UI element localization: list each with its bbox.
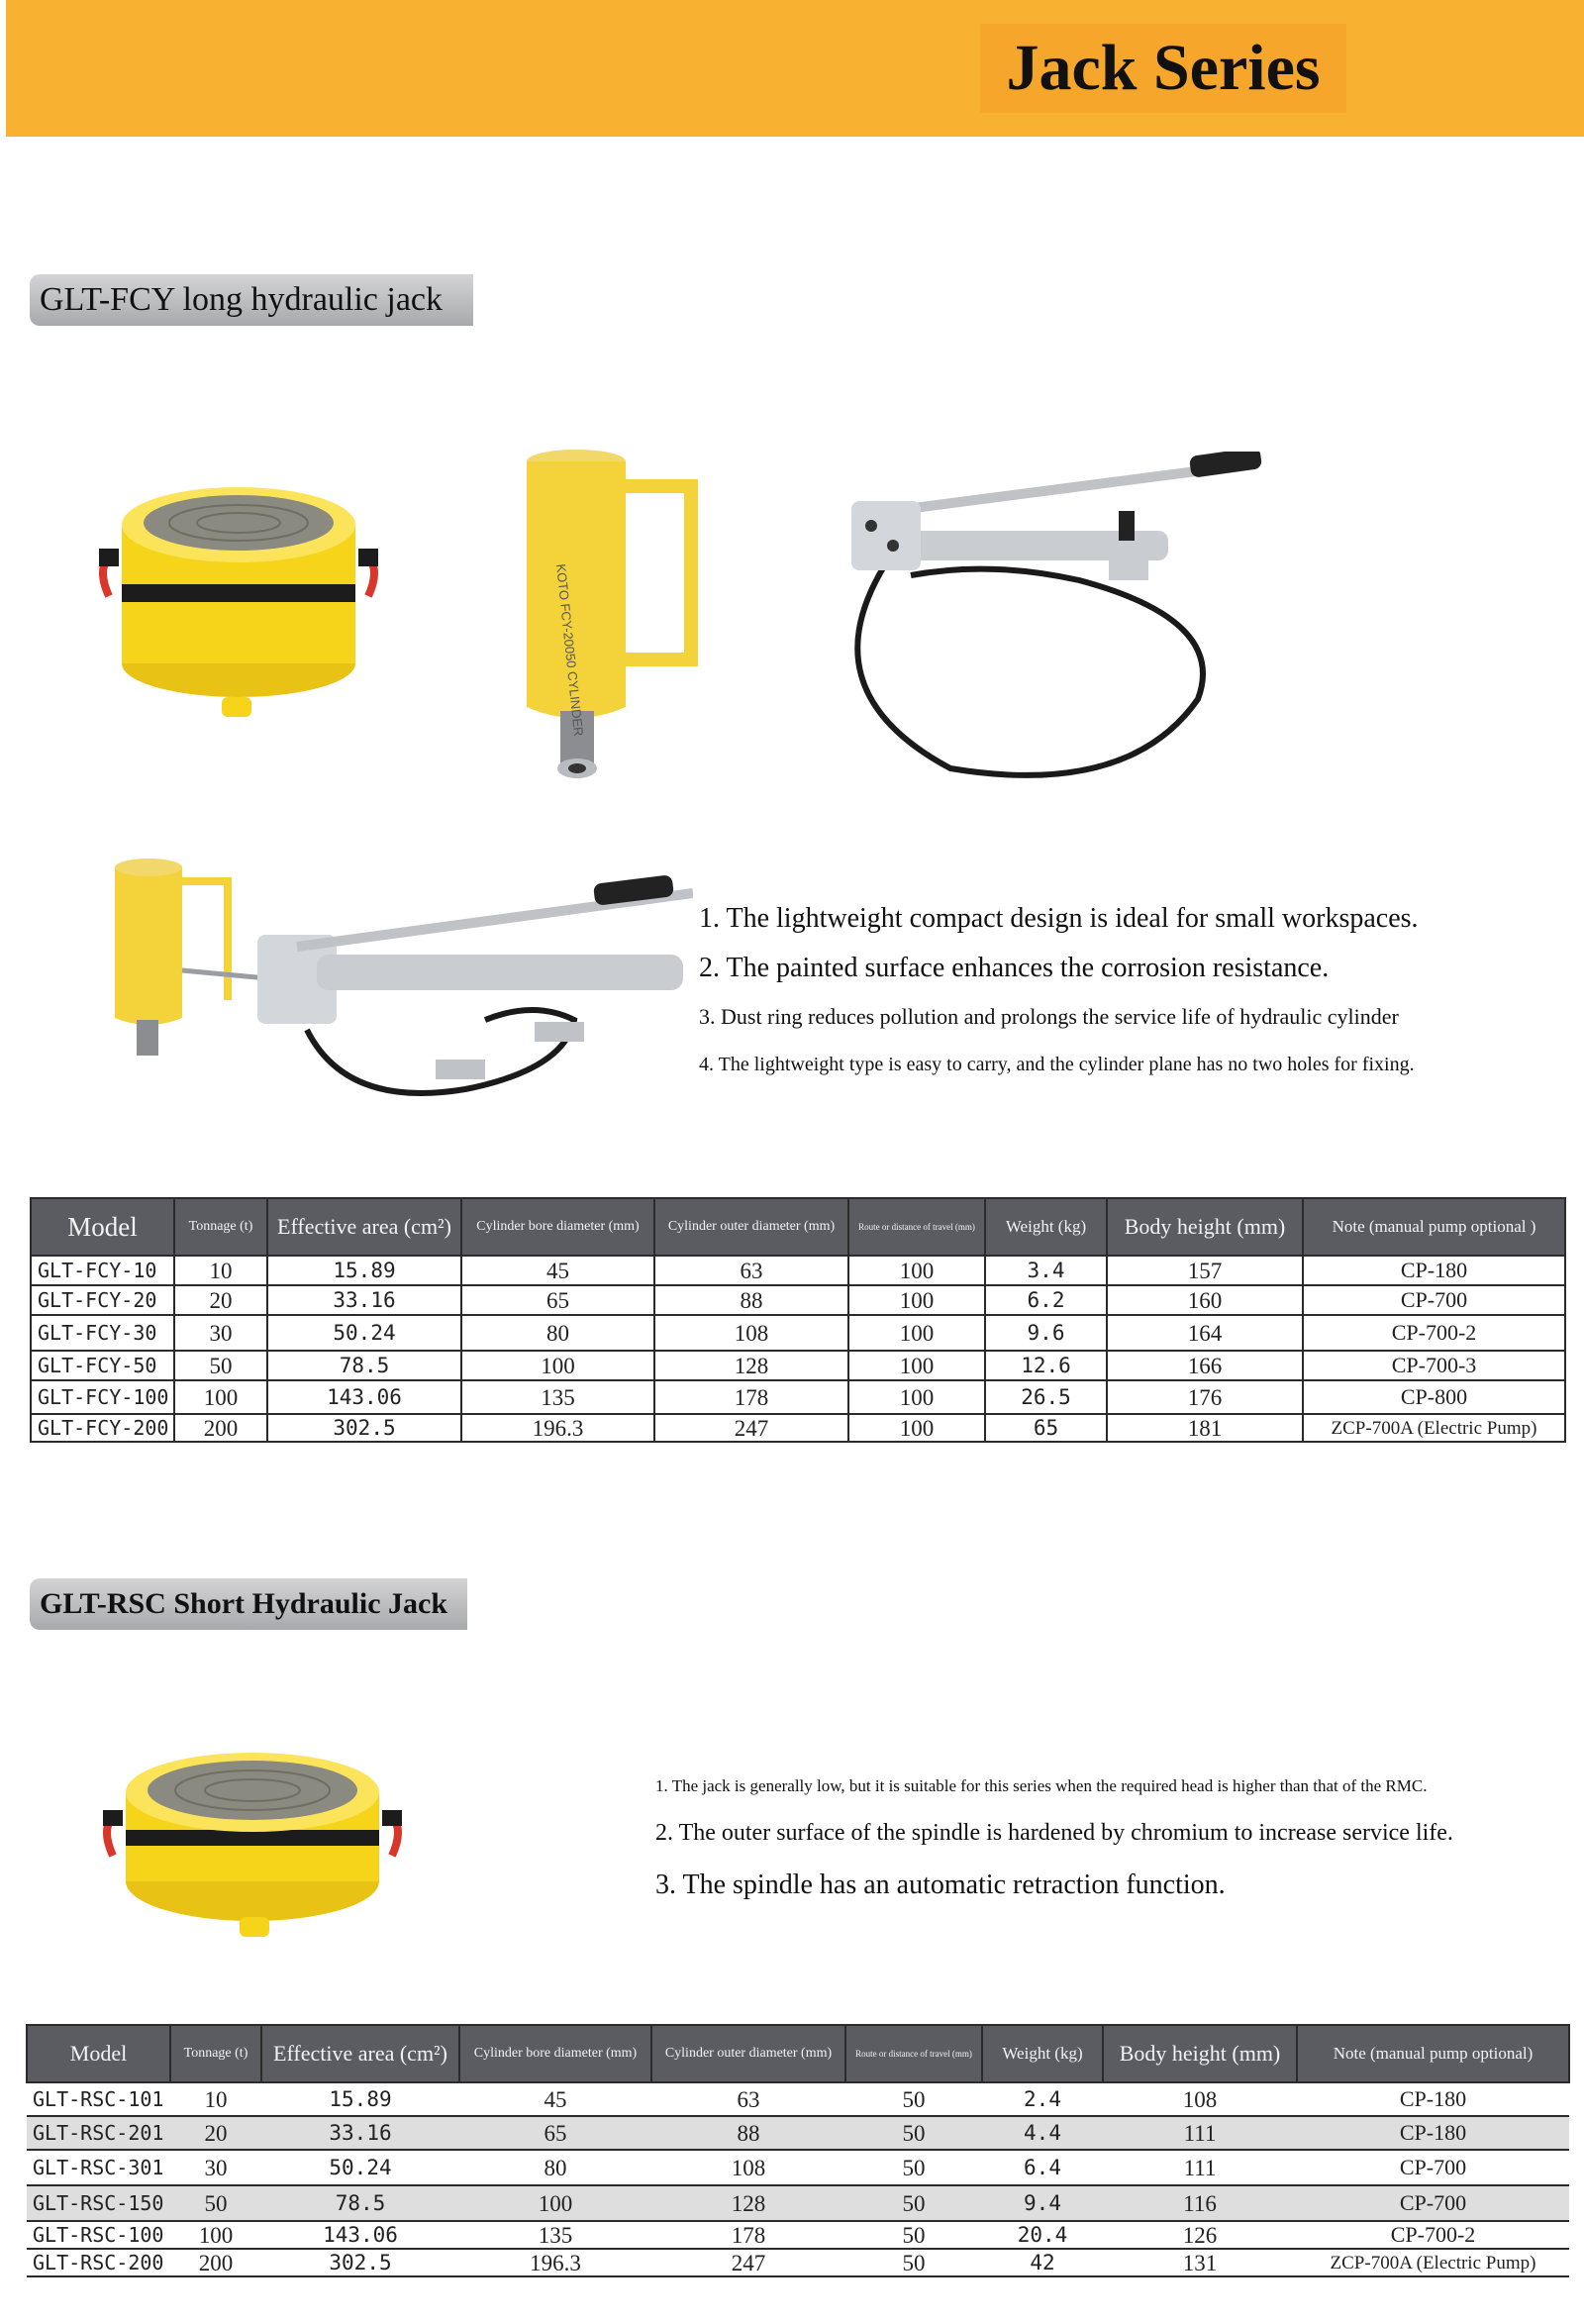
table-cell: CP-800	[1303, 1380, 1565, 1414]
col-header-tonnage: Tonnage (t)	[174, 1198, 267, 1256]
jack-pump-set-photo	[109, 852, 693, 1109]
table-cell: GLT-FCY-10	[31, 1256, 174, 1285]
table-cell: GLT-RSC-200	[27, 2249, 170, 2276]
section-tab-fcy: GLT-FCY long hydraulic jack	[30, 274, 473, 326]
table-header-row	[31, 1198, 1565, 1256]
table-row	[27, 2249, 1569, 2276]
table-cell: 65	[461, 1285, 654, 1315]
col-header-body-height: Body height (mm)	[1103, 2025, 1297, 2082]
table-cell: 10	[170, 2082, 261, 2116]
table-cell: 50	[845, 2185, 982, 2221]
table-cell: GLT-RSC-150	[27, 2185, 170, 2221]
table-cell: 63	[654, 1256, 848, 1285]
table-cell: 15.89	[261, 2082, 459, 2116]
rsc-feature-3: 3. The spindle has an automatic retraction function.	[655, 1869, 1226, 1900]
table-cell: 100	[848, 1380, 985, 1414]
table-cell: 166	[1107, 1351, 1303, 1380]
table-cell: CP-700	[1303, 1285, 1565, 1315]
table-cell: 6.2	[985, 1285, 1107, 1315]
table-cell: 111	[1103, 2150, 1297, 2185]
table-cell: 247	[651, 2249, 845, 2276]
col-header-travel: Route or distance of travel (mm)	[845, 2025, 982, 2082]
hand-pump-photo	[832, 452, 1267, 788]
table-cell: 302.5	[261, 2249, 459, 2276]
table-cell: CP-700	[1297, 2185, 1569, 2221]
table-row	[31, 1414, 1565, 1442]
fcy-features-list	[699, 903, 1419, 1093]
table-cell: 200	[174, 1414, 267, 1442]
table-cell: CP-700-2	[1297, 2221, 1569, 2249]
table-cell: GLT-RSC-201	[27, 2116, 170, 2150]
table-cell: 50	[174, 1351, 267, 1380]
table-cell: 131	[1103, 2249, 1297, 2276]
table-cell: 100	[848, 1351, 985, 1380]
table-cell: GLT-FCY-200	[31, 1414, 174, 1442]
col-header-model: Model	[31, 1198, 174, 1256]
table-cell: 143.06	[261, 2221, 459, 2249]
table-cell: 247	[654, 1414, 848, 1442]
table-cell: 9.4	[982, 2185, 1103, 2221]
table-cell: GLT-RSC-301	[27, 2150, 170, 2185]
col-header-bore-diameter: Cylinder bore diameter (mm)	[461, 1198, 654, 1256]
table-cell: GLT-RSC-101	[27, 2082, 170, 2116]
table-cell: GLT-RSC-100	[27, 2221, 170, 2249]
table-cell: 50	[845, 2116, 982, 2150]
table-cell: CP-700	[1297, 2150, 1569, 2185]
table-row	[27, 2221, 1569, 2249]
table-cell: 65	[459, 2116, 651, 2150]
table-cell: 2.4	[982, 2082, 1103, 2116]
fcy-feature-2: 2. The painted surface enhances the corrosion resistance.	[699, 953, 1330, 983]
table-cell: GLT-FCY-20	[31, 1285, 174, 1315]
table-row	[27, 2082, 1569, 2116]
rsc-feature-1: 1. The jack is generally low, but it is suitable for this series when the required head is higher than that of the RMC.	[655, 1776, 1428, 1795]
table-row	[31, 1315, 1565, 1351]
table-cell: 100	[461, 1351, 654, 1380]
table-cell: 108	[654, 1315, 848, 1351]
table-cell: 78.5	[261, 2185, 459, 2221]
table-cell: 181	[1107, 1414, 1303, 1442]
table-cell: 30	[170, 2150, 261, 2185]
table-cell: 176	[1107, 1380, 1303, 1414]
table-row	[31, 1351, 1565, 1380]
table-cell: 108	[1103, 2082, 1297, 2116]
table-cell: 26.5	[985, 1380, 1107, 1414]
table-cell: 78.5	[267, 1351, 461, 1380]
col-header-note: Note (manual pump optional)	[1297, 2025, 1569, 2082]
fcy-feature-4: 4. The lightweight type is easy to carry, and the cylinder plane has no two holes for fixing.	[699, 1054, 1415, 1075]
col-header-effective-area: Effective area (cm²)	[267, 1198, 461, 1256]
table-row	[27, 2116, 1569, 2150]
table-cell: 196.3	[461, 1414, 654, 1442]
col-header-bore-diameter: Cylinder bore diameter (mm)	[459, 2025, 651, 2082]
header-banner	[6, 0, 1584, 137]
table-cell: 164	[1107, 1315, 1303, 1351]
table-cell: 20	[174, 1285, 267, 1315]
table-row	[27, 2150, 1569, 2185]
table-cell: 20.4	[982, 2221, 1103, 2249]
table-cell: 9.6	[985, 1315, 1107, 1351]
table-cell: 45	[459, 2082, 651, 2116]
table-cell: GLT-FCY-100	[31, 1380, 174, 1414]
table-cell: 116	[1103, 2185, 1297, 2221]
table-cell: 63	[651, 2082, 845, 2116]
table-cell: 100	[170, 2221, 261, 2249]
col-header-tonnage: Tonnage (t)	[170, 2025, 261, 2082]
table-cell: 10	[174, 1256, 267, 1285]
table-cell: 33.16	[261, 2116, 459, 2150]
table-cell: CP-180	[1303, 1256, 1565, 1285]
table-cell: GLT-FCY-50	[31, 1351, 174, 1380]
table-cell: 100	[174, 1380, 267, 1414]
table-cell: CP-700-2	[1303, 1315, 1565, 1351]
table-row	[31, 1285, 1565, 1315]
table-cell: ZCP-700A (Electric Pump)	[1303, 1414, 1565, 1442]
table-cell: 196.3	[459, 2249, 651, 2276]
table-cell: CP-180	[1297, 2082, 1569, 2116]
col-header-note: Note (manual pump optional )	[1303, 1198, 1565, 1256]
table-cell: 100	[848, 1285, 985, 1315]
cylinder-label: KOTO FCY-20050 CYLINDER	[553, 562, 587, 738]
table-row	[31, 1256, 1565, 1285]
long-cylinder-photo	[521, 442, 709, 788]
table-cell: 3.4	[985, 1256, 1107, 1285]
col-header-weight: Weight (kg)	[985, 1198, 1107, 1256]
table-cell: 128	[651, 2185, 845, 2221]
table-cell: 111	[1103, 2116, 1297, 2150]
table-cell: 128	[654, 1351, 848, 1380]
table-cell: 50	[170, 2185, 261, 2221]
table-cell: 4.4	[982, 2116, 1103, 2150]
rsc-spec-table	[26, 2024, 1570, 2277]
table-cell: 88	[651, 2116, 845, 2150]
table-cell: 33.16	[267, 1285, 461, 1315]
table-cell: 50	[845, 2150, 982, 2185]
round-jack-photo	[95, 465, 382, 743]
table-cell: ZCP-700A (Electric Pump)	[1297, 2249, 1569, 2276]
table-cell: 157	[1107, 1256, 1303, 1285]
table-row	[27, 2185, 1569, 2221]
table-cell: 50	[845, 2221, 982, 2249]
table-cell: 50.24	[267, 1315, 461, 1351]
fcy-feature-1: 1. The lightweight compact design is ideal for small workspaces.	[699, 903, 1419, 934]
table-cell: 20	[170, 2116, 261, 2150]
table-cell: 42	[982, 2249, 1103, 2276]
section-tab-rsc: GLT-RSC Short Hydraulic Jack	[30, 1578, 467, 1630]
table-cell: 160	[1107, 1285, 1303, 1315]
col-header-effective-area: Effective area (cm²)	[261, 2025, 459, 2082]
table-cell: 126	[1103, 2221, 1297, 2249]
table-cell: 108	[651, 2150, 845, 2185]
table-cell: 65	[985, 1414, 1107, 1442]
page-title: Jack Series	[980, 24, 1346, 113]
col-header-body-height: Body height (mm)	[1107, 1198, 1303, 1256]
table-cell: 135	[461, 1380, 654, 1414]
rsc-features-list	[655, 1776, 1453, 1909]
table-cell: 178	[654, 1380, 848, 1414]
short-jack-photo	[99, 1733, 406, 1951]
table-row	[31, 1380, 1565, 1414]
table-cell: CP-180	[1297, 2116, 1569, 2150]
table-cell: 80	[459, 2150, 651, 2185]
table-cell: 135	[459, 2221, 651, 2249]
fcy-feature-3: 3. Dust ring reduces pollution and prolongs the service life of hydraulic cylinder	[699, 1004, 1399, 1029]
col-header-model: Model	[27, 2025, 170, 2082]
table-cell: 302.5	[267, 1414, 461, 1442]
table-cell: CP-700-3	[1303, 1351, 1565, 1380]
table-cell: 80	[461, 1315, 654, 1351]
table-cell: 12.6	[985, 1351, 1107, 1380]
rsc-feature-2: 2. The outer surface of the spindle is hardened by chromium to increase service life.	[655, 1820, 1453, 1846]
table-cell: 6.4	[982, 2150, 1103, 2185]
col-header-outer-diameter: Cylinder outer diameter (mm)	[654, 1198, 848, 1256]
table-header-row	[27, 2025, 1569, 2082]
table-cell: 30	[174, 1315, 267, 1351]
fcy-spec-table	[30, 1197, 1566, 1443]
table-cell: 100	[459, 2185, 651, 2221]
table-cell: 50	[845, 2249, 982, 2276]
table-cell: 88	[654, 1285, 848, 1315]
table-cell: 15.89	[267, 1256, 461, 1285]
col-header-weight: Weight (kg)	[982, 2025, 1103, 2082]
table-cell: 100	[848, 1256, 985, 1285]
table-cell: GLT-FCY-30	[31, 1315, 174, 1351]
table-cell: 50.24	[261, 2150, 459, 2185]
table-cell: 200	[170, 2249, 261, 2276]
table-cell: 45	[461, 1256, 654, 1285]
col-header-outer-diameter: Cylinder outer diameter (mm)	[651, 2025, 845, 2082]
table-cell: 100	[848, 1414, 985, 1442]
col-header-travel: Route or distance of travel (mm)	[848, 1198, 985, 1256]
table-cell: 50	[845, 2082, 982, 2116]
table-cell: 100	[848, 1315, 985, 1351]
table-cell: 178	[651, 2221, 845, 2249]
table-cell: 143.06	[267, 1380, 461, 1414]
